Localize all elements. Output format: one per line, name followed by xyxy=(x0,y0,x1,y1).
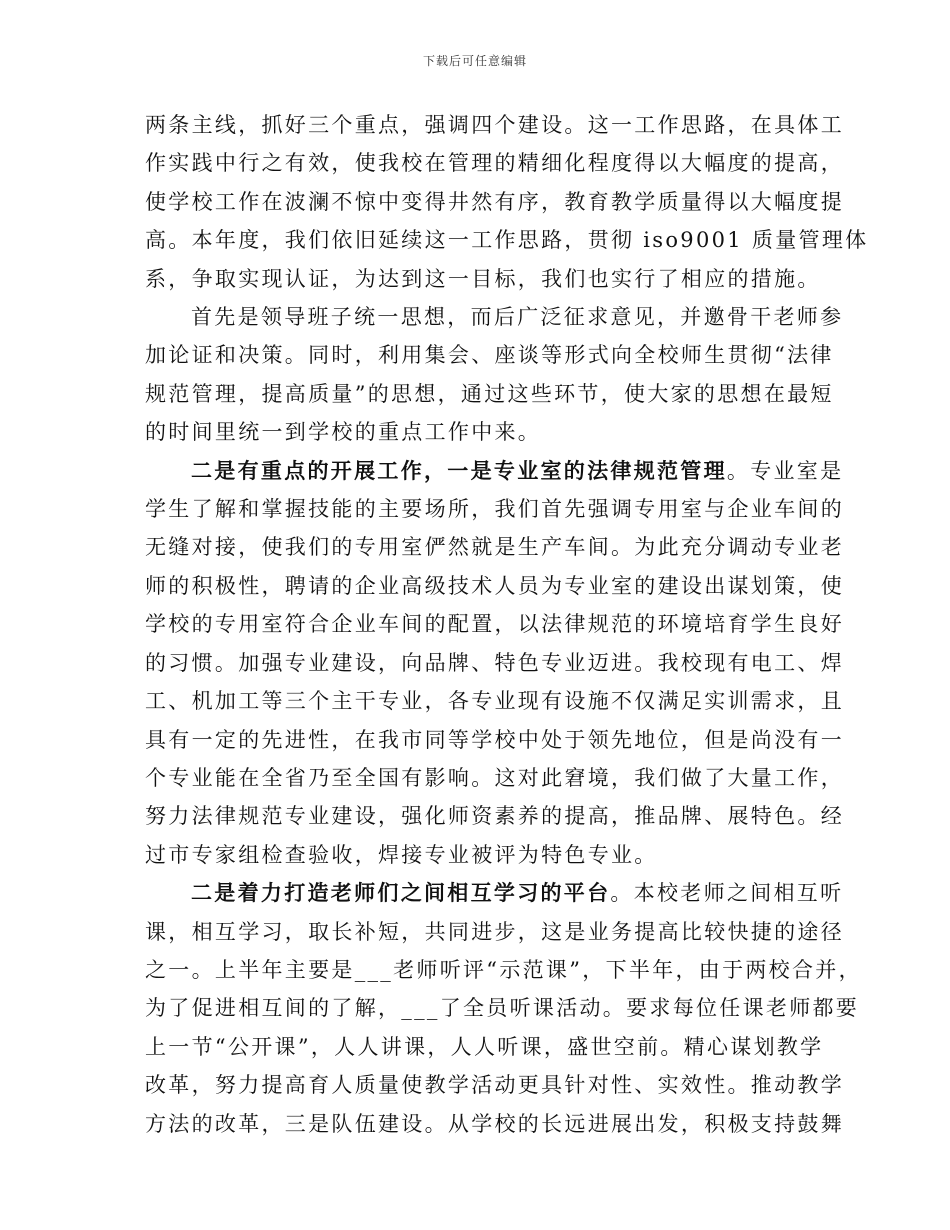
text-line: 加论证和决策。同时，利用集会、座谈等形式向全校师生贯彻“法律 xyxy=(145,343,834,368)
text-line: 规范管理，提高质量”的思想，通过这些环节，使大家的思想在最短 xyxy=(145,381,834,406)
text-line: 作实践中行之有效，使我校在管理的精细化程度得以大幅度的提高， xyxy=(145,151,844,176)
text-line: 之一。上半年主要是___老师听评“示范课”，下半年，由于两校合并， xyxy=(145,957,862,982)
text-line: 无缝对接，使我们的专用室俨然就是生产车间。为此充分调动专业老 xyxy=(145,535,844,560)
text-line: 改革，努力提高育人质量使教学活动更具针对性、实效性。推动教学 xyxy=(145,1073,844,1098)
text-line: 的时间里统一到学校的重点工作中来。 xyxy=(145,420,542,445)
text-line: 学校的专用室符合企业车间的配置，以法律规范的环境培育学生良好 xyxy=(145,612,844,637)
text-line: 使学校工作在波澜不惊中变得井然有序，教育教学质量得以大幅度提 xyxy=(145,189,844,214)
paragraph-lead: 二是有重点的开展工作，一是专业室的法律规范管理 xyxy=(191,457,727,483)
text-line: 的习惯。加强专业建设，向品牌、特色专业迈进。我校现有电工、焊 xyxy=(145,650,844,675)
paragraph-4 xyxy=(145,874,862,1143)
text-line: 方法的改革，三是队伍建设。从学校的长远进展出发，积极支持鼓舞 xyxy=(145,1111,844,1136)
text-line xyxy=(145,874,844,912)
text-line: 个专业能在全省乃至全国有影响。这对此窘境，我们做了大量工作， xyxy=(145,765,844,790)
text-line: 为了促进相互间的了解，___了全员听课活动。要求每位任课老师都要 xyxy=(145,996,860,1021)
text-line: 课，相互学习，取长补短，共同进步，这是业务提高比较快捷的途径 xyxy=(145,919,844,944)
text-line: 学生了解和掌握技能的主要场所，我们首先强调专用室与企业车间的 xyxy=(145,497,844,522)
paragraph-2 xyxy=(145,298,844,452)
paragraph-3 xyxy=(145,452,844,874)
text-fragment: 。专业室是 xyxy=(726,458,844,483)
text-fragment: 。本校老师之间相互听 xyxy=(610,881,844,906)
text-line: 首先是领导班子统一思想，而后广泛征求意见，并邀骨干老师参 xyxy=(191,305,844,330)
text-line: 两条主线，抓好三个重点，强调四个建设。这一工作思路，在具体工 xyxy=(145,113,844,137)
text-line: 具有一定的先进性，在我市同等学校中处于领先地位，但是尚没有一 xyxy=(145,727,844,752)
text-line: 努力法律规范专业建设，强化师资素养的提高，推品牌、展特色。经 xyxy=(145,804,844,829)
text-line: 高。本年度，我们依旧延续这一工作思路，贯彻 iso9001 质量管理体 xyxy=(145,228,869,253)
text-line: 师的积极性，聘请的企业高级技术人员为专业室的建设出谋划策，使 xyxy=(145,573,844,598)
page-header: 下载后可任意编辑 xyxy=(422,54,527,68)
paragraph-lead: 二是着力打造老师们之间相互学习的平台 xyxy=(191,880,611,906)
text-line: 系，争取实现认证，为达到这一目标，我们也实行了相应的措施。 xyxy=(145,266,821,291)
body-text xyxy=(145,106,869,1143)
text-line: 过市专家组检查验收，焊接专业被评为特色专业。 xyxy=(145,842,658,867)
paragraph-1 xyxy=(145,106,869,298)
text-line: 工、机加工等三个主干专业，各专业现有设施不仅满足实训需求，且 xyxy=(145,689,844,714)
text-line xyxy=(145,452,844,490)
text-line: 上一节“公开课”，人人讲课，人人听课，盛世空前。精心谋划教学 xyxy=(145,1034,824,1059)
